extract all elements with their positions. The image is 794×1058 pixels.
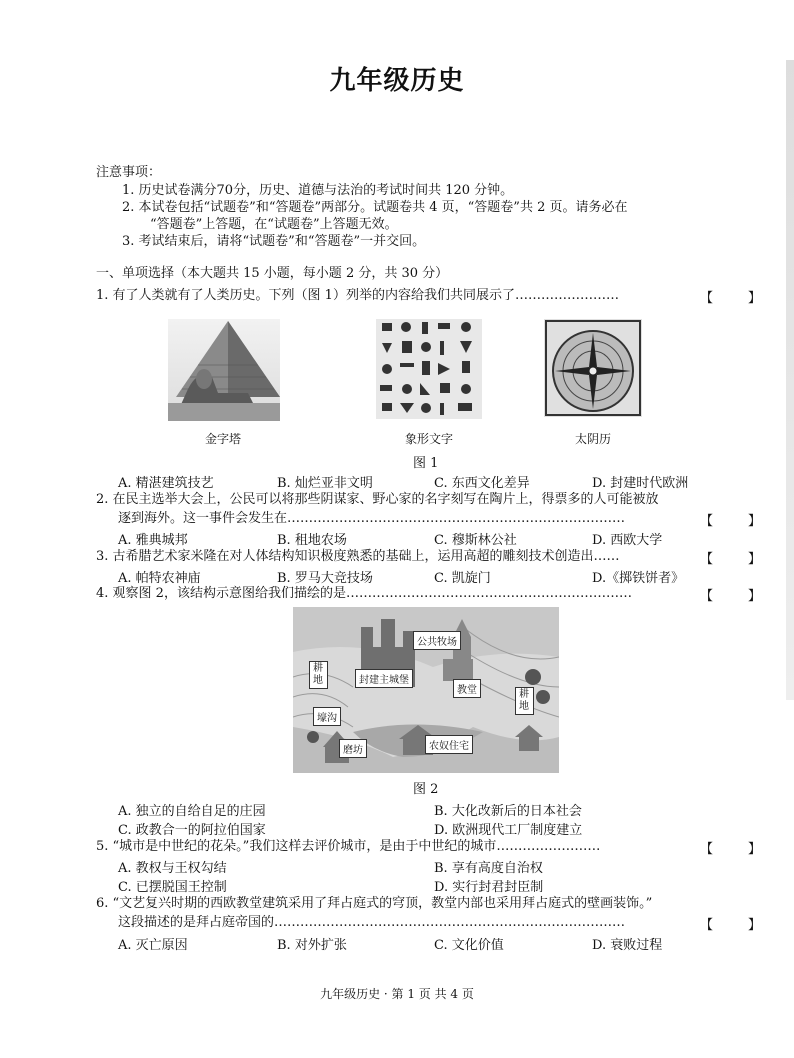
pyramid-image	[168, 319, 280, 421]
answer-bracket-open: 【	[700, 918, 714, 933]
option-a: A. 精湛建筑技艺	[118, 476, 214, 491]
option-c: C. 东西文化差异	[434, 476, 530, 491]
answer-bracket-open: 【	[700, 552, 714, 567]
question-stem: 这段描述的是拜占庭帝国的………………………………………………………………………	[118, 915, 626, 930]
map-label: 耕地	[309, 661, 328, 689]
answer-bracket-close: 】	[748, 291, 762, 306]
hieroglyph-image	[376, 319, 482, 419]
page-title: 九年级历史	[329, 66, 465, 96]
answer-bracket-close: 】	[748, 842, 762, 857]
map-label: 磨坊	[339, 739, 367, 758]
question-stem: 逐到海外。这一事件会发生在……………………………………………………………………	[118, 511, 626, 526]
option-a: A. 灭亡原因	[118, 938, 188, 953]
page-edge-shadow	[786, 60, 794, 700]
option-d: D. 西欧大学	[592, 533, 663, 548]
answer-bracket-open: 【	[700, 291, 714, 306]
option-d: D. 欧洲现代工厂制度建立	[434, 823, 583, 838]
option-d: D. 衰败过程	[592, 938, 663, 953]
question-stem: 5. “城市是中世纪的花朵。”我们这样去评价城市，是由于中世纪的城市……………………	[96, 839, 601, 854]
option-b: B. 大化改新后的日本社会	[434, 804, 582, 819]
option-c: C. 已摆脱国王控制	[118, 880, 227, 895]
option-a: A. 帕特农神庙	[118, 571, 201, 586]
answer-bracket-open: 【	[700, 589, 714, 604]
figure-label: 图 2	[413, 782, 439, 797]
option-c: C. 穆斯林公社	[434, 533, 517, 548]
answer-bracket-open: 【	[700, 842, 714, 857]
question-stem: 1. 有了人类就有了人类历史。下列（图 1）列举的内容给我们共同展示了……………………	[96, 288, 619, 303]
map-label: 耕地	[515, 687, 534, 715]
notice-heading: 注意事项：	[96, 165, 162, 180]
option-c: C. 文化价值	[434, 938, 504, 953]
answer-bracket-close: 】	[748, 589, 762, 604]
lunar-calendar-image	[544, 319, 642, 417]
map-label: 公共牧场	[413, 631, 461, 650]
section-heading: 一、单项选择（本大题共 15 小题，每小题 2 分，共 30 分）	[96, 266, 449, 281]
image-caption: 太阴历	[574, 432, 611, 446]
manor-diagram	[293, 607, 559, 773]
answer-bracket-close: 】	[748, 918, 762, 933]
option-d: D. 封建时代欧洲	[592, 476, 689, 491]
option-b: B. 租地农场	[277, 533, 347, 548]
notice-item: 1. 历史试卷满分70分，历史、道德与法治的考试时间共 120 分钟。	[122, 183, 514, 198]
option-b: B. 对外扩张	[277, 938, 347, 953]
notice-item: 2. 本试卷包括“试题卷”和“答题卷”两部分。试题卷共 4 页，“答题卷”共 2 页。请务必在	[122, 200, 628, 215]
figure-label: 图 1	[413, 456, 439, 471]
image-caption: 象形文字	[404, 432, 453, 446]
question-stem: 2. 在民主选举大会上，公民可以将那些阴谋家、野心家的名字刻写在陶片上，得票多的人可能被放	[96, 492, 659, 507]
map-label: 壕沟	[313, 707, 341, 726]
answer-bracket-open: 【	[700, 514, 714, 529]
option-b: B. 享有高度自治权	[434, 861, 543, 876]
map-label: 教堂	[453, 679, 481, 698]
option-c: C. 政教合一的阿拉伯国家	[118, 823, 266, 838]
image-caption: 金字塔	[204, 432, 241, 446]
question-stem: 3. 古希腊艺术家米隆在对人体结构知识极度熟悉的基础上，运用高超的雕刻技术创造出……	[96, 549, 620, 564]
option-b: B. 罗马大竞技场	[277, 571, 373, 586]
map-label: 封建主城堡	[355, 669, 413, 688]
option-a: A. 教权与王权勾结	[118, 861, 227, 876]
answer-bracket-close: 】	[748, 552, 762, 567]
option-c: C. 凯旋门	[434, 571, 491, 586]
question-stem: 4. 观察图 2，该结构示意图给我们描绘的是…………………………………………………………	[96, 586, 632, 601]
option-a: A. 雅典城邦	[118, 533, 188, 548]
option-d: D. 实行封君封臣制	[434, 880, 544, 895]
option-b: B. 灿烂亚非文明	[277, 476, 373, 491]
notice-item: “答题卷”上答题，在“试题卷”上答题无效。	[150, 217, 398, 232]
question-stem: 6. “文艺复兴时期的西欧教堂建筑采用了拜占庭式的穹顶，教堂内部也采用拜占庭式的壁画装饰。”	[96, 896, 653, 911]
map-label: 农奴住宅	[425, 735, 473, 754]
notice-item: 3. 考试结束后，请将“试题卷”和“答题卷”一并交回。	[122, 234, 426, 249]
page-footer: 九年级历史 · 第 1 页 共 4 页	[320, 987, 474, 1001]
option-a: A. 独立的自给自足的庄园	[118, 804, 266, 819]
option-d: D.《掷铁饼者》	[592, 571, 685, 586]
answer-bracket-close: 】	[748, 514, 762, 529]
